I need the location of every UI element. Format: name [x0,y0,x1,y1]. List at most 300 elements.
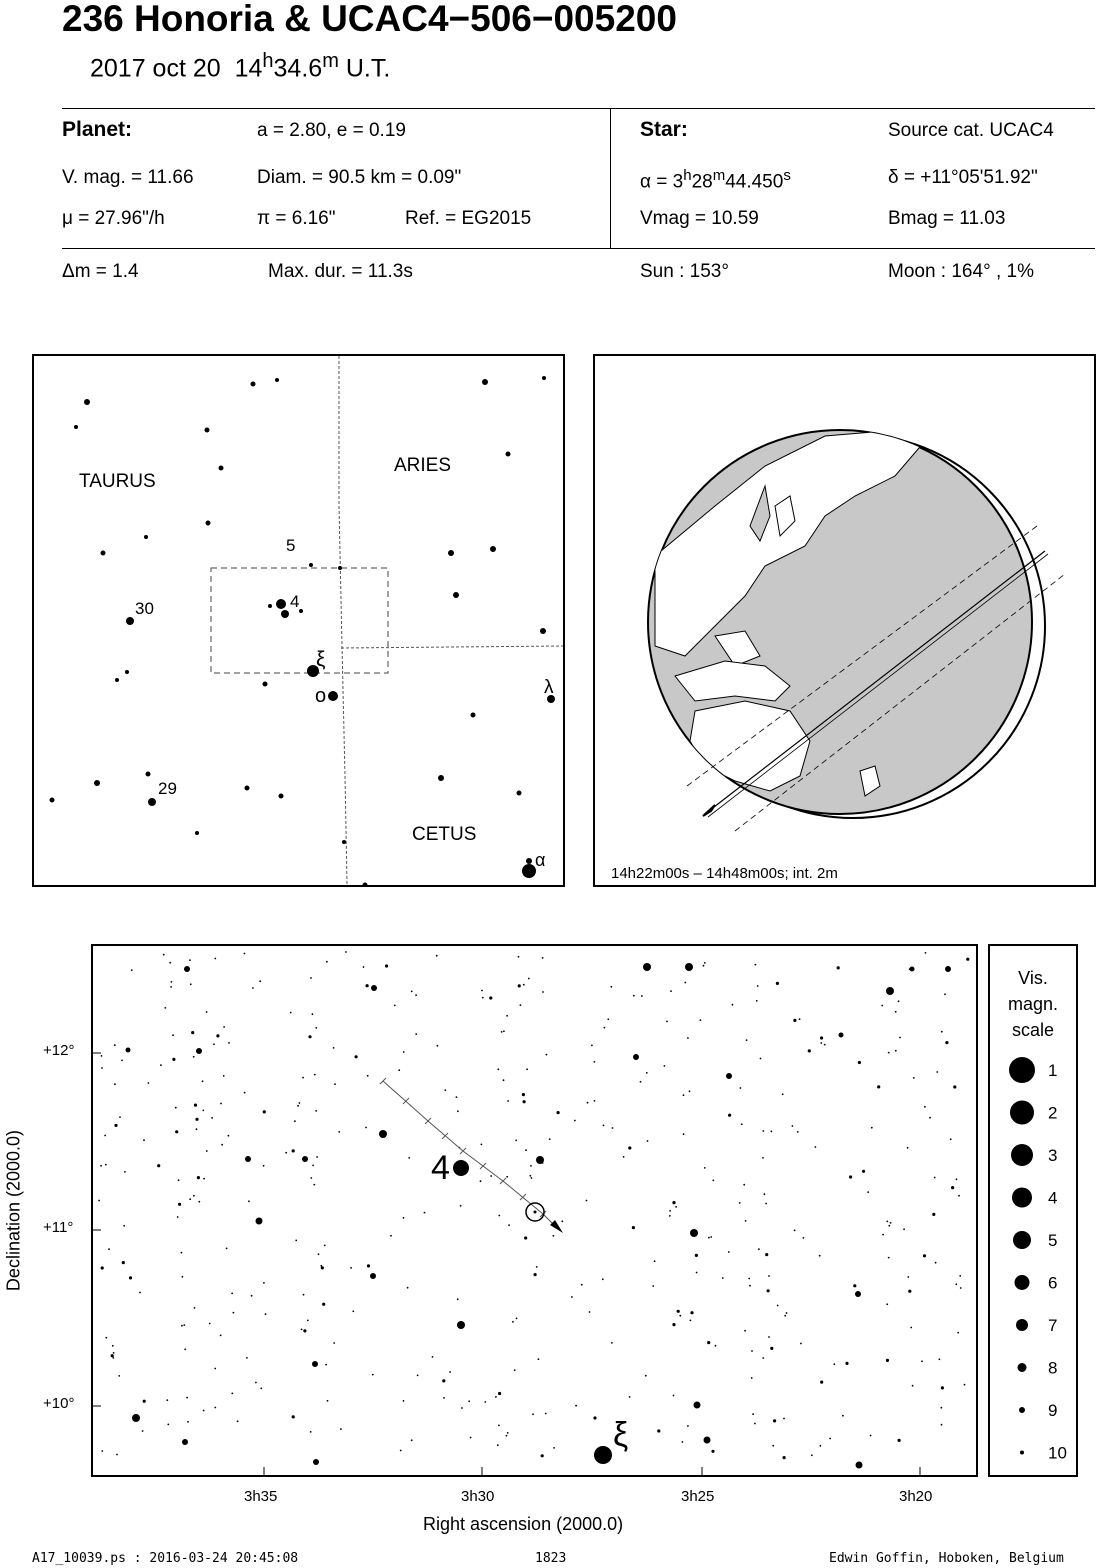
faint-star [104,1135,106,1137]
faint-star [198,1201,200,1203]
faint-star [385,964,388,967]
faint-star [424,1212,426,1214]
star [856,1462,863,1469]
faint-star [824,1044,826,1046]
star [643,963,651,971]
faint-star [443,1397,445,1399]
faint-star [958,1195,960,1197]
event-date: 2017 oct 20 [90,54,221,83]
planet-label: Planet: [62,118,133,141]
faint-star [214,958,216,960]
faint-star [310,1177,312,1179]
faint-star [741,1123,743,1125]
faint-star [178,1179,180,1181]
star-label-29: 29 [158,779,177,798]
faint-star [495,1396,497,1398]
star-5 [276,599,286,609]
faint-star [411,1439,413,1441]
faint-star [231,1293,233,1295]
star [694,1402,701,1409]
faint-star [326,961,328,963]
label-cetus: CETUS [412,824,477,845]
faint-star [574,1120,576,1122]
faint-star [800,1343,802,1345]
faint-star [400,1450,402,1452]
faint-star [924,1106,926,1108]
xtick-335: 3h35 [244,1488,278,1505]
faint-star [728,1114,731,1117]
faint-star [684,982,686,984]
faint-star [941,1386,944,1389]
faint-star [571,1296,573,1298]
faint-star [672,1323,675,1326]
faint-star [647,1140,649,1142]
faint-star [170,986,172,988]
faint-star [457,1110,459,1112]
faint-star [793,1019,796,1022]
faint-star [687,1037,689,1039]
faint-star [820,1042,822,1044]
faint-star [157,1164,160,1167]
faint-star [228,1135,230,1137]
faint-star [285,1152,287,1154]
faint-star [177,1216,179,1218]
faint-star [497,1444,499,1446]
faint-star [195,1118,198,1121]
faint-star [936,1071,938,1073]
faint-star [315,1110,317,1112]
faint-star [594,1100,596,1102]
faint-star [515,1140,517,1142]
faint-star [484,1401,486,1403]
footer-author: Edwin Goffin, Hoboken, Belgium [829,1551,1064,1566]
star-label-omicron: ο [315,685,327,707]
faint-star [190,983,192,985]
faint-star [202,1110,204,1112]
faint-star [244,953,246,955]
star [268,604,272,608]
star [74,425,78,429]
faint-star [591,1045,593,1047]
star-4 [281,610,289,618]
legend-label-mag-10: 10 [1048,1443,1067,1463]
faint-star [259,980,261,982]
faint-star [220,1103,222,1105]
faint-star [910,1327,912,1329]
faint-star [295,1240,297,1242]
legend-dot-mag-9 [1019,1407,1025,1413]
faint-star [696,1272,698,1274]
faint-star [909,968,911,970]
faint-star [363,966,365,968]
faint-star [108,1248,110,1250]
faint-star [783,1418,785,1420]
finder-stars [50,376,556,885]
faint-star [746,1039,748,1041]
legend-label-mag-2: 2 [1048,1103,1058,1123]
legend-dot-mag-10 [1020,1451,1024,1455]
faint-star [213,1043,215,1045]
faint-star [581,1284,583,1286]
faint-star [690,1320,692,1322]
faint-star [837,966,840,969]
faint-star [664,1065,666,1067]
faint-star [123,1225,125,1227]
faint-star [366,984,369,987]
faint-star [316,1156,318,1158]
faint-star [960,1287,962,1289]
faint-star [803,1237,805,1239]
faint-star [913,1077,915,1079]
faint-star [602,1278,604,1280]
faint-star [670,990,672,992]
faint-star [792,1125,794,1127]
legend-label-mag-3: 3 [1048,1146,1058,1165]
faint-star [116,1454,118,1456]
faint-star [498,1392,501,1395]
faint-star [677,1310,680,1313]
chart-label-4: 4 [431,1149,450,1187]
star [146,772,151,777]
legend-label-mag-6: 6 [1048,1273,1058,1293]
faint-star [308,1035,311,1038]
faint-star [105,1337,107,1339]
faint-star [252,987,254,989]
star [453,592,459,598]
magnitude-legend [988,944,1078,1477]
faint-star [307,1320,309,1322]
faint-star [929,1117,931,1119]
star [196,1048,202,1054]
faint-star [811,1454,813,1456]
star-30 [126,617,134,625]
faint-star [666,1021,668,1023]
faint-star [538,1358,540,1360]
label-aries: ARIES [394,455,452,476]
faint-star [105,1164,107,1166]
legend-dot-mag-7 [1016,1319,1028,1331]
faint-star [237,1420,239,1422]
faint-star [417,1375,419,1377]
faint-star [829,1438,831,1440]
xtick-330: 3h30 [461,1488,495,1505]
star [309,563,313,567]
star [690,1229,698,1237]
faint-star [536,1266,538,1268]
faint-star [754,1423,756,1425]
star-label-xi: ξ [316,648,326,671]
faint-star [532,1413,534,1415]
faint-star [739,1202,741,1204]
faint-star [808,1049,811,1052]
faint-star [411,991,413,993]
star [263,682,268,687]
legend-dot-mag-4 [1012,1188,1032,1208]
faint-star [623,1156,625,1158]
globe-panel [593,354,1096,887]
faint-star [340,1428,342,1430]
faint-star [748,1278,750,1280]
faint-star [220,1335,222,1337]
planet-mu: μ = 27.96"/h [62,208,165,229]
legend-svg [990,946,1076,1475]
star [312,1361,318,1367]
faint-star [432,1356,434,1358]
boundary-line [341,646,563,648]
faint-star [191,1031,194,1034]
star [542,376,546,380]
faint-star [142,1430,144,1432]
faint-star [408,1157,410,1159]
faint-star [480,1180,482,1182]
faint-star [189,1198,191,1200]
faint-star [722,1277,724,1279]
faint-star [853,1284,856,1287]
faint-star [675,1206,677,1208]
faint-star [612,1127,614,1129]
faint-star [964,1384,966,1386]
faint-star [244,1092,246,1094]
delta-mag: Δm = 1.4 [62,261,139,282]
finder-chart [32,354,565,887]
boundary-line [339,356,347,885]
faint-star [350,1267,352,1269]
faint-star [542,957,544,959]
faint-star [959,1275,961,1277]
faint-star [166,1399,168,1401]
faint-star [898,1000,900,1002]
faint-star [468,1400,470,1402]
event-hour: 14 [234,54,263,83]
faint-star [951,1186,954,1189]
faint-star [265,1313,267,1315]
star [205,428,210,433]
faint-star [907,1147,909,1149]
faint-star [171,981,173,983]
faint-star [118,1375,120,1377]
xtick-325: 3h25 [681,1488,715,1505]
faint-star [743,1184,745,1186]
faint-star [101,1055,103,1057]
faint-star [216,1034,219,1037]
star-alpha [522,864,536,878]
faint-star [546,1054,548,1056]
star [704,1437,711,1444]
track-arrow [550,1220,563,1233]
faint-star [248,1200,250,1202]
star [101,551,106,556]
faint-star [553,1447,555,1449]
faint-star [673,1395,675,1397]
faint-star [687,1425,689,1427]
faint-star [143,1400,146,1403]
faint-star [321,1266,324,1269]
star-vmag: Vmag = 10.59 [640,208,759,229]
faint-star [506,1176,508,1178]
target-star [534,1211,537,1214]
faint-star [895,1011,897,1013]
star [371,985,377,991]
faint-star [310,977,312,979]
star [94,780,100,786]
star [471,713,476,718]
star-source: Source cat. UCAC4 [888,120,1054,141]
faint-star [745,1220,747,1222]
star-bmag: Bmag = 11.03 [888,208,1006,229]
faint-star [771,1131,773,1133]
faint-star [633,995,635,997]
faint-star [403,1051,405,1053]
faint-star [263,1110,266,1113]
faint-star [112,1345,114,1347]
faint-star [888,1257,890,1259]
legend-dot-mag-8 [1018,1363,1027,1372]
faint-star [525,1149,527,1151]
faint-star [512,1321,514,1323]
faint-star [704,962,706,964]
faint-star [888,1052,890,1054]
faint-star [607,1018,609,1020]
faint-star [112,1357,114,1359]
faint-star [189,959,191,961]
faint-star [407,1287,409,1289]
faint-star [575,1405,577,1407]
faint-star [442,1379,445,1382]
faint-star [545,1413,547,1415]
faint-star [325,1364,327,1366]
faint-star [314,1074,316,1076]
faint-star [223,1026,225,1028]
faint-star [203,1410,205,1412]
faint-star [211,1117,213,1119]
legend-title-line: scale [1011,1020,1055,1040]
faint-star [877,1085,880,1088]
page-title: 236 Honoria & UCAC4−506−005200 [62,0,677,39]
faint-star [303,1329,306,1332]
faint-star [457,1298,459,1300]
faint-star [886,1221,888,1223]
faint-star [202,1080,204,1082]
faint-star [530,1165,532,1167]
faint-star [497,1068,499,1070]
faint-star [214,1368,216,1370]
faint-star [290,1012,292,1014]
faint-star [604,1027,606,1029]
faint-star [365,1127,367,1129]
faint-star [641,995,643,997]
faint-star [322,1303,325,1306]
faint-star [925,952,927,954]
faint-star [315,1027,317,1029]
max-duration: Max. dur. = 11.3s [268,261,413,282]
faint-star [689,1090,691,1092]
faint-star [114,1124,117,1127]
faint-star [506,1435,508,1437]
faint-star [526,1068,528,1070]
planet-diam: Diam. = 90.5 km = 0.09" [257,167,462,188]
event-datetime: 2017 oct 20 14$^h$34.6$^m$ U.T. [90,50,391,83]
star-dec: δ = +11°05'51.92" [888,167,1038,188]
faint-star [226,1248,228,1250]
faint-star [589,1311,591,1313]
planet-vmag: V. mag. = 11.66 [62,167,194,188]
faint-star [632,1226,635,1229]
faint-star [175,1107,177,1109]
faint-star [193,1056,195,1058]
faint-star [355,1055,358,1058]
star [126,1048,131,1053]
faint-star [148,1082,150,1084]
faint-star [708,1237,710,1239]
faint-star [251,1295,253,1297]
ytick-10: +10° [43,1395,75,1412]
faint-star [460,1322,462,1324]
faint-star [683,1133,685,1135]
faint-star [541,1454,544,1457]
faint-star [935,1262,937,1264]
faint-star [503,1030,505,1032]
faint-star [760,1058,762,1060]
faint-star [912,1385,914,1387]
star [206,521,211,526]
faint-star [312,1013,314,1015]
faint-star [700,1019,702,1021]
faint-star [172,1058,175,1061]
faint-star [776,982,779,985]
faint-star [111,1354,114,1357]
faint-star [886,1359,889,1362]
star [256,1218,263,1225]
faint-star [181,1252,183,1254]
faint-star [797,1131,799,1133]
y-axis-label: Declination (2000.0) [3,1129,24,1292]
faint-star [292,1149,295,1152]
star [275,378,279,382]
faint-star [815,1146,817,1148]
faint-star [715,1345,717,1347]
faint-star [683,1094,685,1096]
legend-dot-mag-6 [1015,1275,1030,1290]
faint-star [870,1435,872,1437]
faint-star [882,1234,884,1236]
faint-star [490,1175,492,1177]
legend-dot-mag-2 [1010,1101,1034,1125]
faint-star [415,994,417,996]
faint-star [506,1015,508,1017]
faint-star [372,1374,374,1376]
faint-star [352,1310,354,1312]
star [342,840,346,844]
faint-star [209,1323,211,1325]
star-chart-svg [93,946,976,1475]
star [251,382,256,387]
faint-star [842,1415,844,1417]
faint-star [845,1362,848,1365]
faint-star [765,1203,767,1205]
legend-title-line: magn. [1007,994,1059,1014]
faint-star [944,993,946,995]
faint-star [549,1138,551,1140]
star [132,1414,140,1422]
faint-star [163,954,165,956]
star [379,1130,387,1138]
faint-star [956,1178,958,1180]
faint-star [820,1445,822,1447]
faint-star [862,1170,865,1173]
legend-label-mag-4: 4 [1048,1188,1058,1208]
finder-chart-svg [34,356,563,885]
faint-star [770,1347,773,1350]
